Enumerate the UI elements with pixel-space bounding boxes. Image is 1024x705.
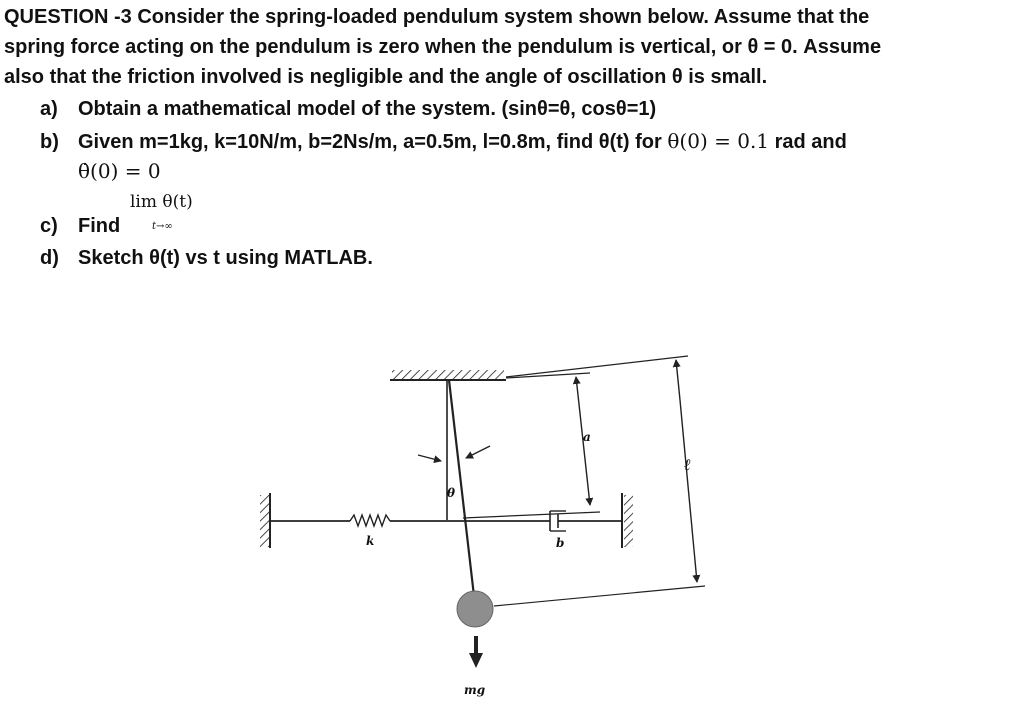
question-line-3: also that the friction involved is negligible and the angle of oscillation θ is small. [4,66,768,88]
limit-subscript: t→∞ [152,221,173,232]
part-b-text: Given m=1kg, k=10N/m, b=2Ns/m, a=0.5m, l=0.8m, find θ(t) for [78,131,668,153]
dimension-l [494,356,705,606]
part-a-label: a) [40,98,58,120]
question-line-1: QUESTION -3 Consider the spring-loaded pendulum system shown below. Assume that the [4,6,870,28]
label-l: ℓ [684,455,691,474]
label-theta: θ [447,486,456,500]
spring-k [270,515,461,526]
part-b-condition-1: θ(0) = 0.1 [667,129,770,153]
part-c-label: c) [40,215,58,237]
limit-expression: lim θ(t) [130,192,193,212]
gravity-arrow [469,636,483,668]
part-b-label: b) [40,131,59,153]
ceiling-support [390,370,506,380]
right-wall [622,493,633,548]
angle-arrow-left [418,455,441,461]
label-k: k [366,534,375,548]
left-wall [260,493,270,548]
part-d-text: Sketch θ(t) vs t using MATLAB. [78,247,373,269]
dimension-a [463,373,600,518]
part-d-label: d) [40,247,59,269]
part-b-condition-2: θ̇(0) = 0 [78,159,161,183]
part-a-text: Obtain a mathematical model of the system. (sinθ=θ, cosθ=1) [78,98,657,120]
pendulum-bob [457,591,493,627]
question-line-2: spring force acting on the pendulum is zero when the pendulum is vertical, or θ = 0. Assume [4,36,882,58]
label-b: b [556,536,565,550]
part-b-rad: rad and [769,131,847,153]
angle-arrow-right [466,446,490,458]
label-a: a [583,430,591,444]
part-c-text: Find [78,215,121,237]
label-mg: mg [464,683,486,697]
